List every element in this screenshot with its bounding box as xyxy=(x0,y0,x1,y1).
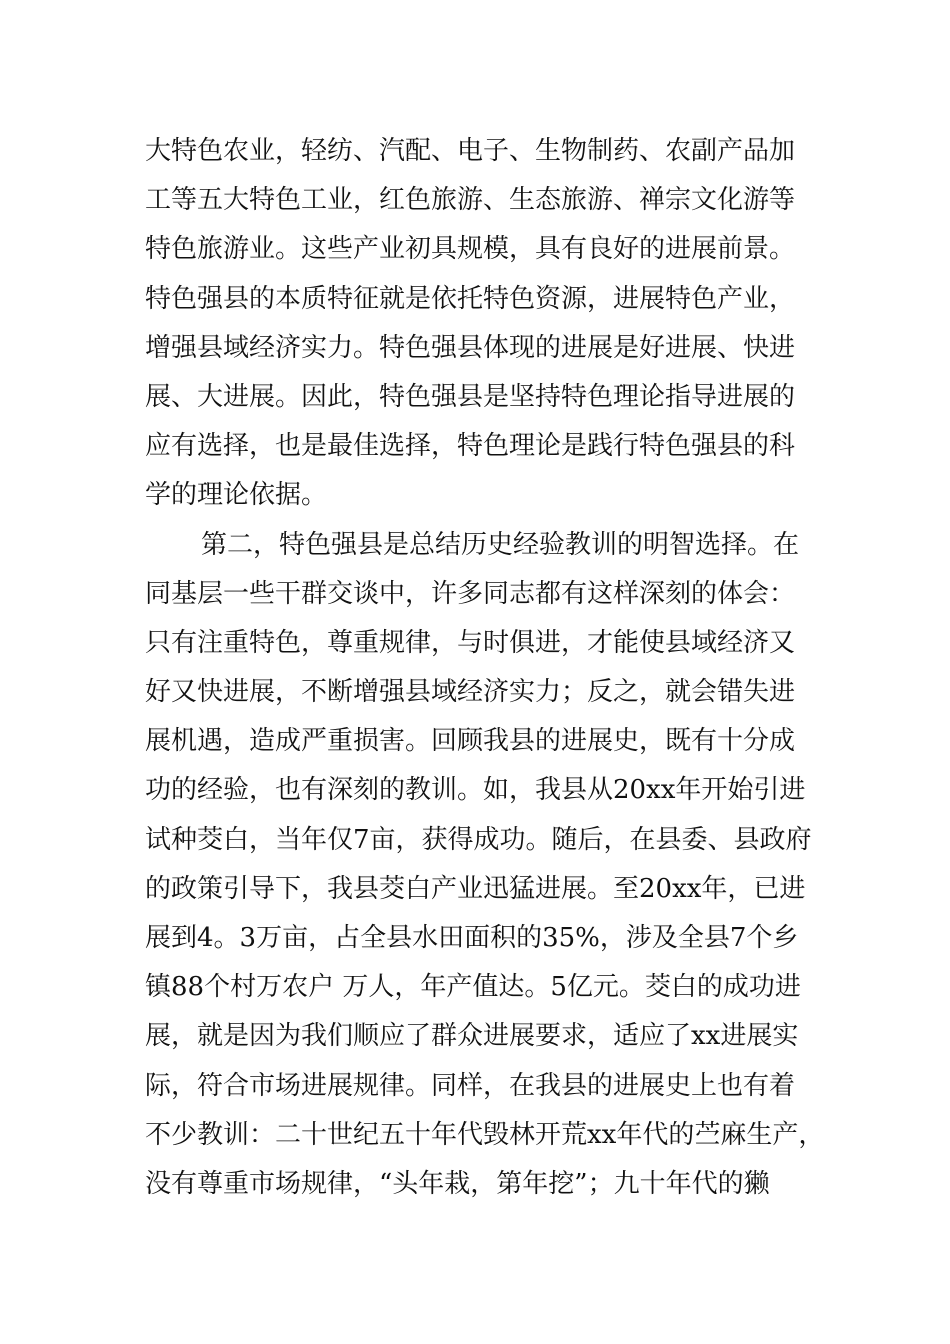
paragraph-start-line: 第二，特色强县是总结历史经验教训的明智选择。在 xyxy=(201,529,800,560)
text-line: 展机遇，造成严重损害。回顾我县的进展史，既有十分成 xyxy=(145,726,796,757)
text-line: 展、大进展。因此，特色强县是坚持特色理论指导进展的 xyxy=(145,381,796,412)
text-line: 展，就是因为我们顺应了群众进展要求，适应了xx进展实 xyxy=(145,1021,799,1052)
text-line: 应有选择，也是最佳选择，特色理论是践行特色强县的科 xyxy=(145,431,796,462)
text-line: 同基层一些干群交谈中，许多同志都有这样深刻的体会： xyxy=(145,578,796,609)
text-line: 没有尊重市场规律，“头年栽，第年挖”；九十年代的獭 xyxy=(145,1168,770,1199)
text-line: 增强县域经济实力。特色强县体现的进展是好进展、快进 xyxy=(145,332,796,363)
text-line: 学的理论依据。 xyxy=(145,480,328,511)
text-line: 的政策引导下，我县茭白产业迅猛进展。至20xx年，已进 xyxy=(145,873,806,904)
text-line: 只有注重特色，尊重规律，与时俱进，才能使县域经济又 xyxy=(145,627,796,658)
text-line: 特色旅游业。这些产业初具规模，具有良好的进展前景。 xyxy=(145,234,796,265)
text-line: 工等五大特色工业，红色旅游、生态旅游、禅宗文化游等 xyxy=(145,185,796,216)
text-line: 大特色农业，轻纺、汽配、电子、生物制药、农副产品加 xyxy=(145,136,796,166)
text-line: 特色强县的本质特征就是依托特色资源，进展特色产业， xyxy=(145,283,796,314)
text-line: 不少教训：二十世纪五十年代毁林开荒xx年代的苎麻生产， xyxy=(145,1119,825,1150)
body-text xyxy=(145,127,835,1209)
text-line: 试种茭白，当年仅7亩，获得成功。随后，在县委、县政府 xyxy=(145,824,812,855)
text-line: 镇88个村万农户 万人，年产值达。5亿元。茭白的成功进 xyxy=(145,972,801,1003)
text-line: 好又快进展，不断增强县域经济实力；反之，就会错失进 xyxy=(145,677,796,708)
text-line: 功的经验，也有深刻的教训。如，我县从20xx年开始引进 xyxy=(145,775,806,806)
text-line: 展到4。3万亩，占全县水田面积的35%，涉及全县7个乡 xyxy=(145,923,799,953)
text-line: 际，符合市场进展规律。同样，在我县的进展史上也有着 xyxy=(145,1070,796,1101)
